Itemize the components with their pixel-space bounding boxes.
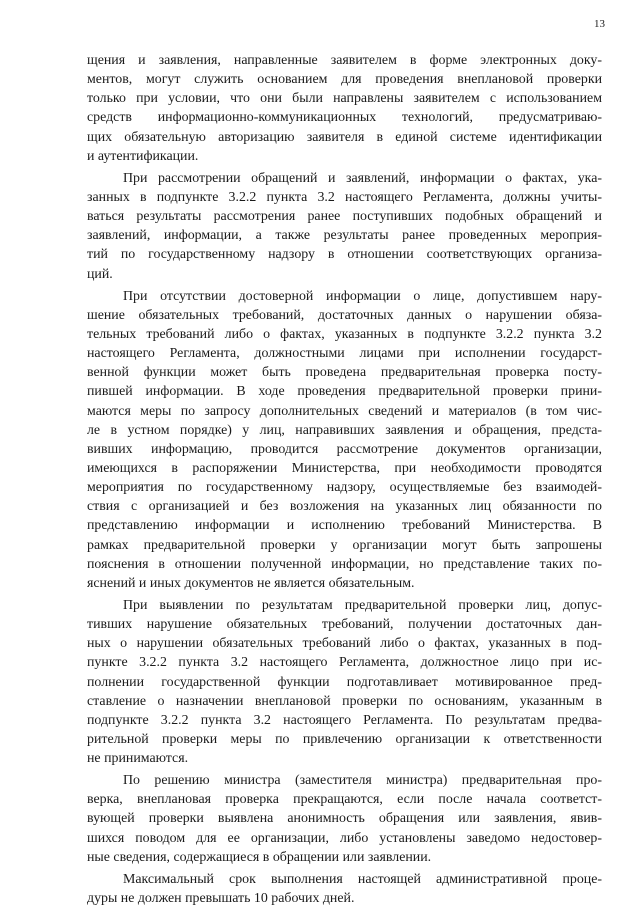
text-line: ле в устном порядке) у лиц, направивших заявления и обращения, предста- <box>87 422 602 438</box>
text-line: ций. <box>87 266 113 282</box>
paragraph-1 <box>87 51 602 166</box>
text-line: ставление о назначении внеплановой проверки по основаниям, указанным в <box>87 693 602 709</box>
text-line: полнении государственной функции подготавливает мотивированное пред- <box>87 674 602 690</box>
text-line: При рассмотрении обращений и заявлений, информации о фактах, ука- <box>123 170 602 186</box>
text-line: маются меры по запросу дополнительных сведений и материалов (в том чис- <box>87 403 602 419</box>
text-line: шение обязательных требований, достаточных данных о нарушении обяза- <box>87 307 602 323</box>
text-line: имеющихся в распоряжении Министерства, при необходимости проводятся <box>87 460 602 476</box>
text-line: и аутентификации. <box>87 148 199 164</box>
text-line: тельных требований либо о фактах, указанных в подпункте 3.2.2 пункта 3.2 <box>87 326 602 342</box>
text-line: настоящего Регламента, должностными лицами при исполнении государст- <box>87 346 602 362</box>
text-line: занных в подпункте 3.2.2 пункта 3.2 настоящего Регламента, должны учиты- <box>87 189 602 205</box>
text-line: рительной проверки меры по привлечению организации к ответственности <box>87 731 602 747</box>
text-line: При выявлении по результатам предварительной проверки лиц, допус- <box>123 597 602 613</box>
text-line: рамках предварительной проверки у организации могут быть запрошены <box>87 537 602 553</box>
text-line: средств информационно-коммуникационных технологий, предусматриваю- <box>87 110 602 126</box>
text-line: подпункте 3.2.2 пункта 3.2 настоящего Регламента. По результатам предва- <box>87 712 602 728</box>
text-line: дуры не должен превышать 10 рабочих дней. <box>87 891 355 907</box>
page-number: 13 <box>594 18 605 30</box>
text-line: По решению министра (заместителя министра) предварительная про- <box>123 773 602 789</box>
text-line: венной функции может быть проведена предварительная проверка посту- <box>87 365 602 381</box>
text-line: верка, внеплановая проверка прекращаются, если после начала соответст- <box>87 792 602 808</box>
text-line: представлению информации и исполнению требований Министерства. В <box>87 518 602 534</box>
text-line: При отсутствии достоверной информации о лице, допустившем нару- <box>123 288 602 304</box>
text-line: не принимаются. <box>87 751 189 767</box>
text-line: щих обязательную авторизацию заявителя в единой системе идентификации <box>87 129 602 145</box>
paragraph-2 <box>87 169 602 284</box>
text-line: пившей информации. В ходе проведения предварительной проверки прини- <box>87 384 602 400</box>
text-line: ные сведения, содержащиеся в обращении или заявлении. <box>87 849 432 865</box>
text-line: только при условии, что они были направлены заявителем с использованием <box>87 91 602 107</box>
text-line: мероприятия по государственному надзору, осуществляемые без взаимодей- <box>87 480 602 496</box>
document-body <box>87 51 602 908</box>
text-line: тий по государственному надзору в отношении соответствующих организа- <box>87 247 602 263</box>
text-line: ствия с организацией и без возложения на указанных лиц обязанности по <box>87 499 602 515</box>
text-line: ваться результаты рассмотрения ранее поступивших подобных обращений и <box>87 209 602 225</box>
text-line: яснений и иных документов не является обязательным. <box>87 575 415 591</box>
text-line: пояснения в отношении полученной информации, но представление таких по- <box>87 556 602 572</box>
text-line: вующей проверки выявлена анонимность обращения или заявления, явив- <box>87 811 602 827</box>
text-line: тивших нарушение обязательных требований, получении достаточных дан- <box>87 617 602 633</box>
text-line: ментов, могут служить основанием для проведения внеплановой проверки <box>87 72 602 88</box>
paragraph-5 <box>87 771 602 867</box>
text-line: ных о нарушении обязательных требований либо о фактах, указанных в под- <box>87 636 602 652</box>
text-line: заявлений, информации, а также результаты ранее проведенных мероприя- <box>87 228 602 244</box>
paragraph-6 <box>87 870 602 908</box>
text-line: щения и заявления, направленные заявителем в форме электронных доку- <box>87 53 602 68</box>
text-line: вивших информацию, проводится рассмотрение документов организации, <box>87 441 602 457</box>
paragraph-3 <box>87 287 602 593</box>
paragraph-4 <box>87 596 602 768</box>
text-line: Максимальный срок выполнения настоящей административной проце- <box>123 871 602 887</box>
text-line: пункте 3.2.2 пункта 3.2 настоящего Регламента, должностное лицо при ис- <box>87 655 602 671</box>
text-line: шихся поводом для ее организации, либо установлены заведомо недостовер- <box>87 830 602 846</box>
